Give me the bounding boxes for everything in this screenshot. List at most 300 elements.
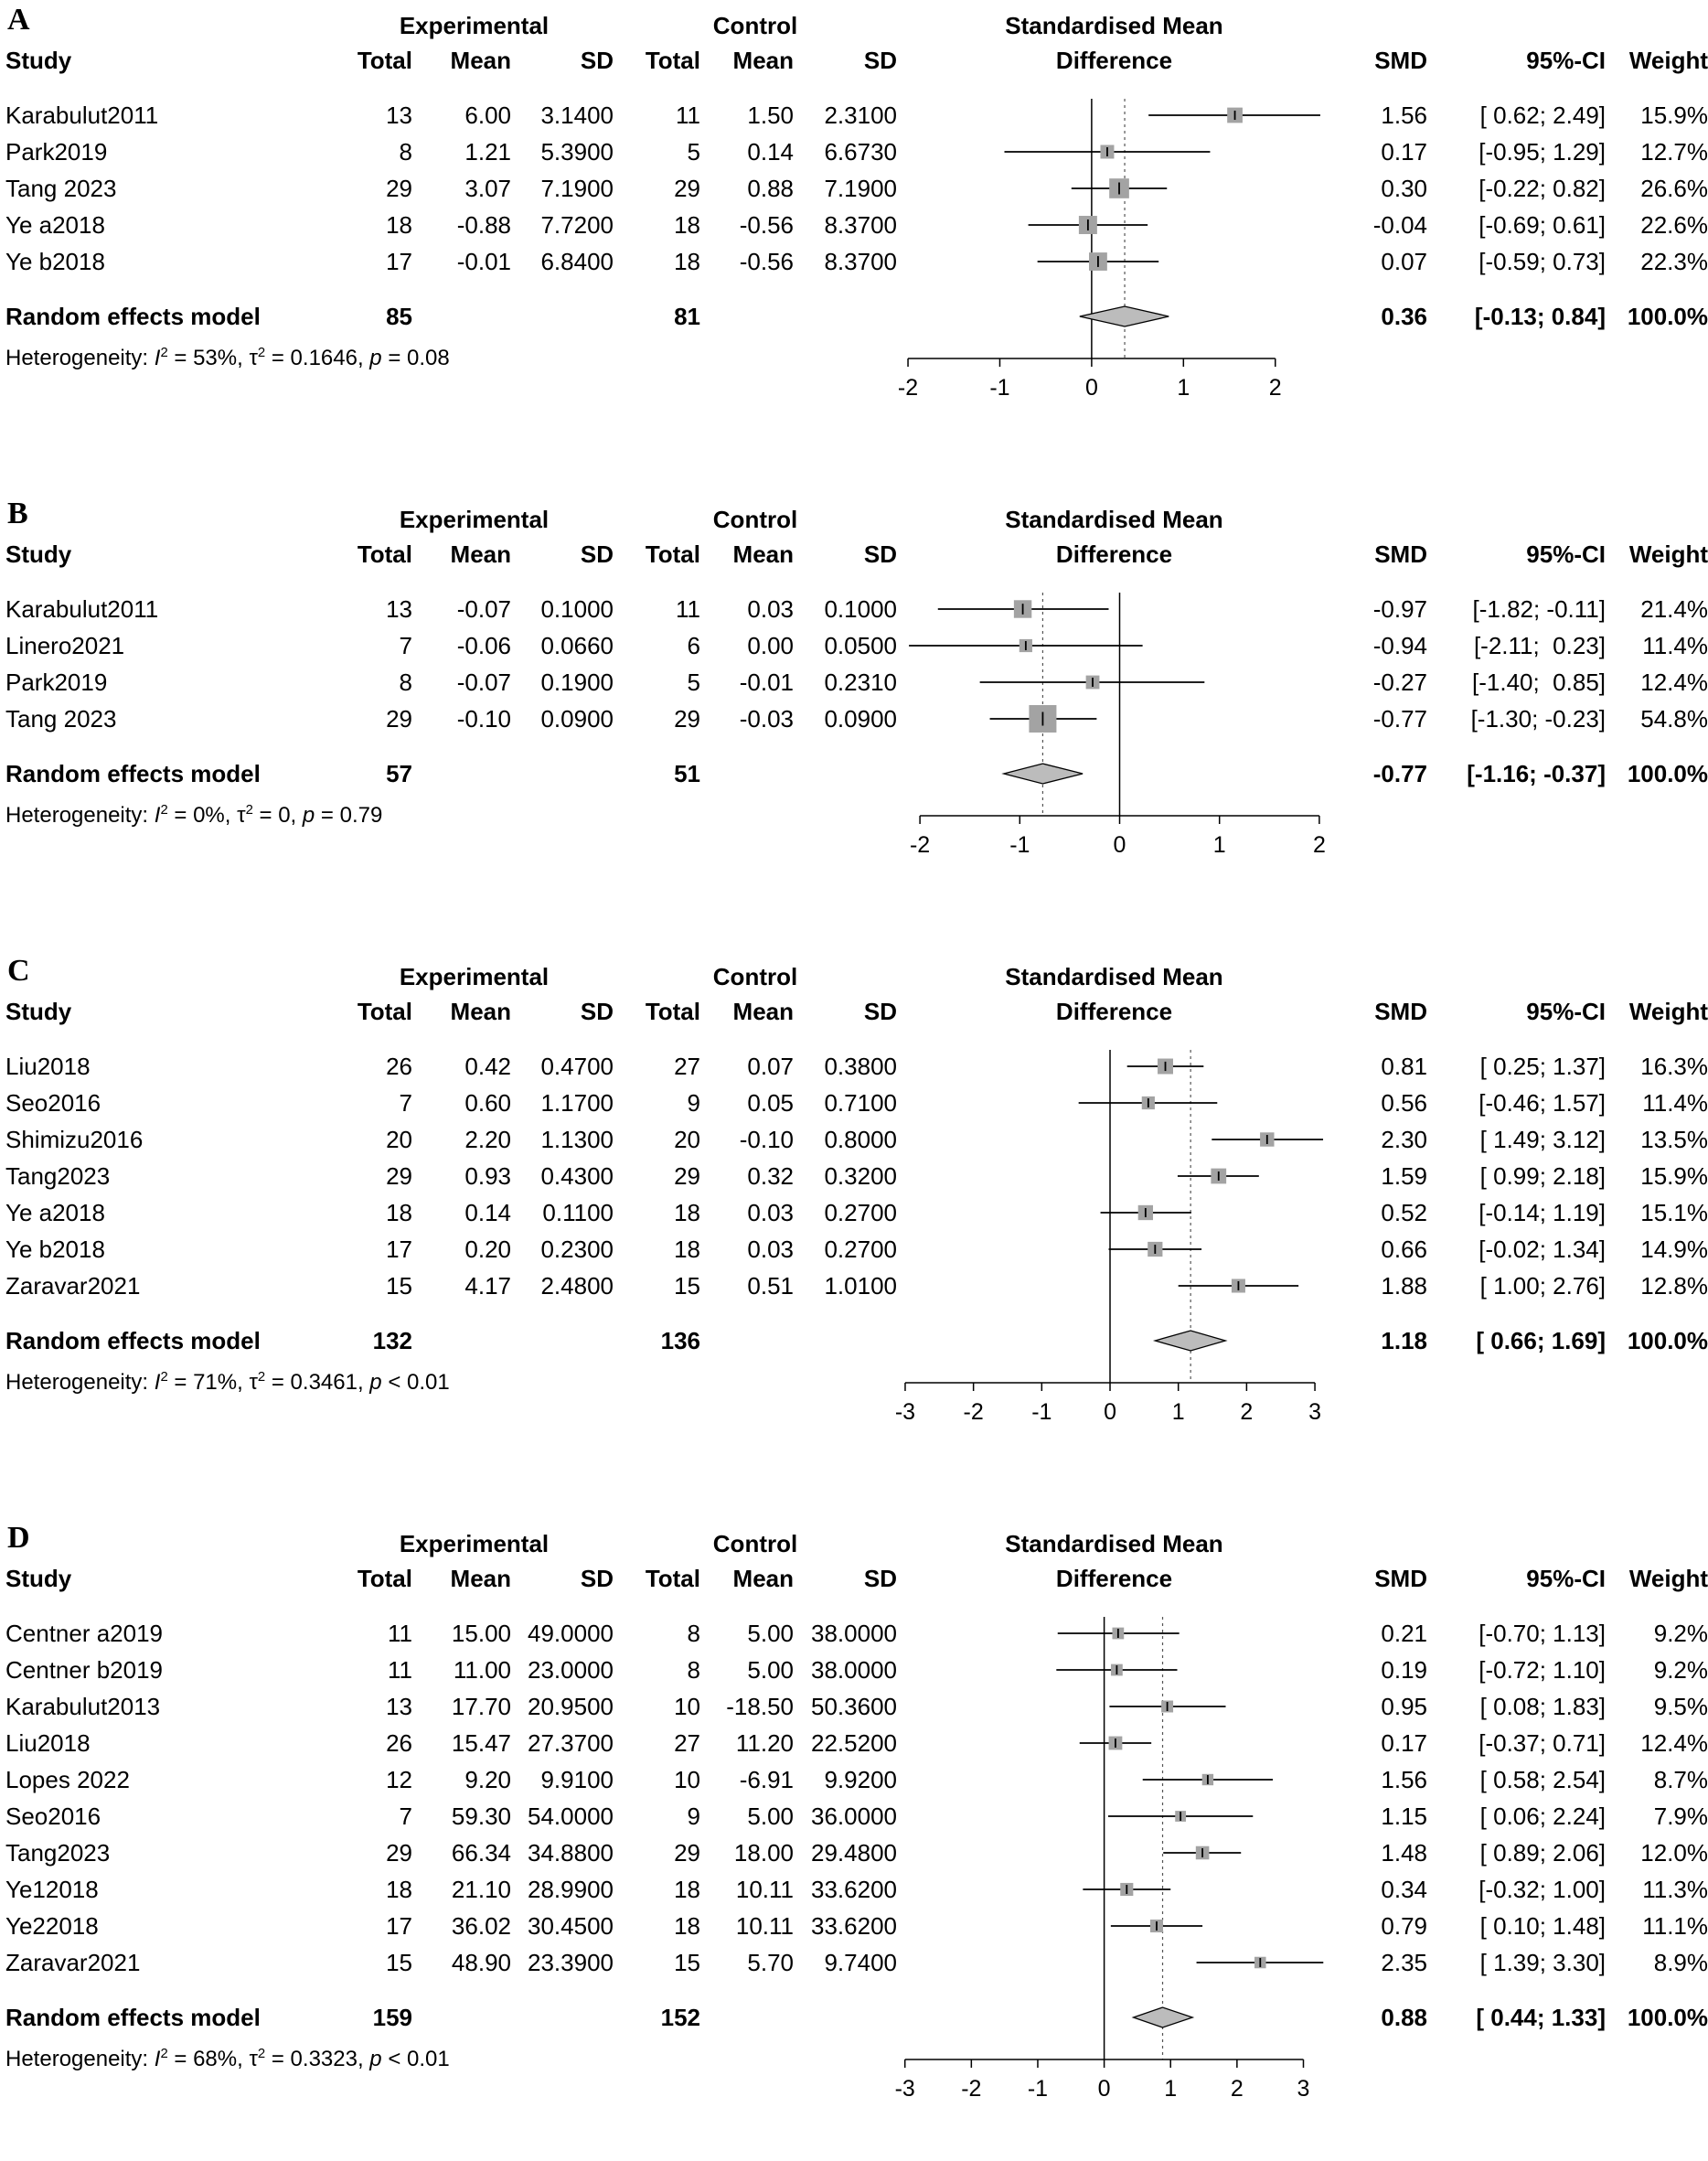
x-axis-tick-label: 0 [1097,2076,1111,2102]
column-header-row [5,536,1708,572]
smd-value: 0.21 [1381,1620,1427,1647]
pooled-control-total: 152 [660,2004,700,2031]
pooled-experimental-total: 159 [372,2004,412,2031]
experimental-mean: -0.10 [456,705,511,733]
x-axis-tick-label: 3 [1308,1399,1322,1425]
footer-row [5,1359,1708,1450]
plot-cell [897,1048,1331,1085]
control-mean: -0.01 [739,669,794,696]
smd-value: -0.77 [1372,705,1427,733]
study-row [5,1688,1708,1725]
panel-body [5,960,1708,1450]
column-header-ctrl-mean: Mean [732,1565,794,1592]
control-mean: -0.10 [739,1126,794,1153]
study-row [5,1048,1708,1085]
control-sd: 33.6200 [811,1912,897,1940]
weight-value: 11.1% [1642,1912,1708,1940]
control-total: 29 [674,175,700,202]
experimental-mean: 59.30 [451,1803,511,1830]
study-name: Tang 2023 [5,175,117,202]
x-axis-tick-label: -2 [961,2076,982,2102]
control-mean: -0.56 [739,248,794,275]
het-text: = 0.3461, [265,1370,370,1395]
control-total: 18 [674,1236,700,1263]
control-sd: 0.2310 [824,669,897,696]
weight-value: 12.7% [1640,138,1708,166]
pooled-row [5,1999,1708,2036]
ci-value: [-0.72; 1.10] [1478,1656,1606,1684]
experimental-sd: 0.1100 [542,1199,614,1226]
group-header-smd-line1: Standardised Mean [1005,506,1223,533]
pooled-control-total: 81 [674,303,700,330]
weight-value: 9.5% [1653,1693,1708,1720]
study-name: Tang2023 [5,1162,111,1190]
experimental-mean: 17.70 [451,1693,511,1720]
study-row [5,1231,1708,1268]
smd-value: 0.95 [1381,1693,1427,1720]
experimental-total: 13 [386,595,412,623]
panel-label: C [7,954,30,988]
control-mean: 0.03 [747,1199,794,1226]
weight-value: 12.0% [1640,1839,1708,1867]
study-row [5,1761,1708,1798]
control-sd: 9.7400 [824,1949,897,1976]
control-mean: 0.14 [747,138,794,166]
experimental-mean: 1.21 [464,138,511,166]
group-header-experimental: Experimental [399,1530,550,1557]
ci-value: [ 1.49; 3.12] [1479,1126,1606,1153]
study-name: Tang2023 [5,1839,111,1867]
control-mean: -18.50 [726,1693,794,1720]
plot-cell [897,1725,1331,1761]
pooled-smd-value: 0.88 [1381,2004,1427,2031]
weight-value: 15.9% [1640,102,1708,129]
control-mean: 10.11 [735,1876,794,1903]
experimental-total: 26 [386,1729,412,1757]
weight-value: 7.9% [1653,1803,1708,1830]
control-total: 10 [674,1766,700,1793]
plot-cell [897,97,1331,134]
weight-value: 12.8% [1640,1272,1708,1300]
experimental-sd: 0.2300 [540,1236,614,1263]
column-header-smd: SMD [1374,540,1427,568]
x-axis-tick-label: 2 [1230,2076,1244,2102]
het-italic-symbol: I [154,2047,161,2071]
forest-panel-a [5,3,1708,426]
empty-cell [700,755,794,792]
control-mean: 0.03 [747,595,794,623]
pooled-weight-value: 100.0% [1627,760,1708,787]
study-name: Zaravar2021 [5,1949,141,1976]
het-superscript: 2 [257,2047,266,2061]
ci-value: [-0.59; 0.73] [1478,248,1606,275]
control-sd: 8.3700 [824,211,897,239]
smd-value: 0.17 [1381,138,1427,166]
control-sd: 22.5200 [811,1729,897,1757]
study-row [5,1194,1708,1231]
column-header-exp-sd: SD [580,540,614,568]
study-name: Zaravar2021 [5,1272,141,1300]
study-name: Shimizu2016 [5,1126,144,1153]
control-mean: 10.11 [735,1912,794,1940]
study-name: Ye b2018 [5,1236,105,1263]
heterogeneity-note [5,335,897,373]
experimental-mean: -0.07 [456,669,511,696]
plot-cell [897,298,1331,335]
x-axis-tick-label: 0 [1084,375,1098,401]
weight-value: 22.3% [1640,248,1708,275]
group-header-smd-line1: Standardised Mean [1005,963,1223,990]
experimental-mean: 0.60 [464,1089,511,1117]
study-row [5,1908,1708,1944]
experimental-total: 26 [386,1053,412,1080]
experimental-sd: 27.3700 [528,1729,614,1757]
column-header-smd: SMD [1374,998,1427,1025]
column-header-exp-sd: SD [580,998,614,1025]
weight-value: 15.9% [1640,1162,1708,1190]
control-mean: 0.03 [747,1236,794,1263]
x-axis-tick-label: -2 [897,375,919,401]
spacer [5,1981,1708,1999]
empty-cell [794,755,897,792]
panel-body [5,503,1708,883]
experimental-sd: 30.4500 [528,1912,614,1940]
x-axis-tick-label: -2 [963,1399,984,1425]
plot-cell [897,591,1331,627]
experimental-mean: 0.14 [464,1199,511,1226]
experimental-sd: 3.1400 [540,102,614,129]
empty-cell [412,298,511,335]
study-name: Ye a2018 [5,211,105,239]
smd-value: -0.97 [1372,595,1427,623]
experimental-mean: 0.42 [464,1053,511,1080]
control-sd: 6.6730 [824,138,897,166]
experimental-mean: 0.20 [464,1236,511,1263]
forest-panel-c [5,954,1708,1450]
smd-value: 0.34 [1381,1876,1427,1903]
pooled-ci-value: [-0.13; 0.84] [1474,303,1606,330]
het-text: = 0.79 [315,803,383,828]
experimental-mean: -0.01 [456,248,511,275]
plot-cell [897,755,1331,792]
weight-value: 11.3% [1642,1876,1708,1903]
experimental-mean: 9.20 [464,1766,511,1793]
study-row [5,170,1708,207]
empty-cell [700,1322,794,1359]
study-row [5,207,1708,243]
control-sd: 0.2700 [824,1236,897,1263]
smd-value: 1.48 [1381,1839,1427,1867]
experimental-total: 17 [386,1912,412,1940]
control-sd: 0.0500 [824,632,897,659]
control-total: 29 [674,1162,700,1190]
plot-cell [897,1835,1331,1871]
weight-value: 54.8% [1640,705,1708,733]
plot-cell [897,664,1331,701]
experimental-total: 13 [386,102,412,129]
het-italic-symbol: p [369,2047,382,2071]
experimental-sd: 23.0000 [528,1656,614,1684]
group-header-experimental: Experimental [399,963,550,990]
study-name: Karabulut2011 [5,102,159,129]
experimental-sd: 0.1900 [540,669,614,696]
column-header-exp-total: Total [357,47,412,74]
experimental-total: 11 [388,1656,412,1684]
experimental-sd: 7.7200 [540,211,614,239]
empty-cell [511,298,614,335]
experimental-sd: 28.9900 [528,1876,614,1903]
plot-cell [897,1231,1331,1268]
panel-body [5,1527,1708,2127]
plot-cell [897,243,1331,280]
panel-label: B [7,497,28,530]
empty-cell [794,1322,897,1359]
control-mean: 0.07 [747,1053,794,1080]
plot-cell [897,1121,1331,1158]
column-header-ctrl-sd: SD [863,540,897,568]
control-sd: 0.0900 [824,705,897,733]
experimental-mean: 48.90 [451,1949,511,1976]
ci-value: [-0.02; 1.34] [1478,1236,1606,1263]
study-name: Ye12018 [5,1876,99,1903]
het-text: = 0, [252,803,303,828]
smd-value: 1.15 [1381,1803,1427,1830]
study-row [5,1085,1708,1121]
experimental-total: 18 [386,1876,412,1903]
spacer [5,737,1708,755]
column-header-ctrl-sd: SD [863,1565,897,1592]
experimental-sd: 49.0000 [528,1620,614,1647]
experimental-total: 7 [399,1089,412,1117]
ci-value: [-0.70; 1.13] [1478,1620,1606,1647]
column-header-ctrl-total: Total [645,47,700,74]
ci-value: [-0.14; 1.19] [1478,1199,1606,1226]
het-text: = 68%, τ [167,2047,258,2071]
het-italic-symbol: p [302,803,315,828]
het-text: = 0.1646, [265,346,370,370]
control-sd: 9.9200 [824,1766,897,1793]
control-mean: -0.56 [739,211,794,239]
spacer [5,1597,1708,1615]
spacer [5,1030,1708,1048]
experimental-mean: -0.07 [456,595,511,623]
weight-value: 13.5% [1640,1126,1708,1153]
study-row [5,591,1708,627]
ci-value: [ 0.08; 1.83] [1479,1693,1606,1720]
x-axis-tick-label: 1 [1212,832,1226,858]
control-total: 5 [687,669,700,696]
study-row [5,627,1708,664]
column-header-ctrl-mean: Mean [732,47,794,74]
study-row [5,1944,1708,1981]
control-total: 18 [674,1912,700,1940]
column-header-study: Study [5,1565,72,1592]
plot-cell [897,1652,1331,1688]
column-header-ctrl-sd: SD [863,47,897,74]
study-name: Ye b2018 [5,248,105,275]
study-row [5,664,1708,701]
weight-value: 12.4% [1640,1729,1708,1757]
ci-value: [ 0.06; 2.24] [1479,1803,1606,1830]
experimental-total: 29 [386,175,412,202]
study-row [5,701,1708,737]
control-mean: 0.32 [747,1162,794,1190]
empty-cell [700,298,794,335]
column-header-exp-total: Total [357,998,412,1025]
x-axis-tick-label: -3 [894,1399,916,1425]
column-header-smd: SMD [1374,47,1427,74]
column-header-study: Study [5,540,72,568]
plot-cell [897,207,1331,243]
x-axis-tick-label: 1 [1171,1399,1185,1425]
plot-cell [897,1158,1331,1194]
control-total: 18 [674,211,700,239]
control-sd: 36.0000 [811,1803,897,1830]
study-name: Liu2018 [5,1729,91,1757]
experimental-sd: 9.9100 [540,1766,614,1793]
experimental-sd: 54.0000 [528,1803,614,1830]
het-text: = 71%, τ [167,1370,258,1395]
empty-cell [511,755,614,792]
weight-value: 8.9% [1653,1949,1708,1976]
experimental-sd: 1.1700 [540,1089,614,1117]
het-text: < 0.01 [381,1370,450,1395]
spacer-cell [5,960,335,993]
het-superscript: 2 [160,346,168,360]
column-header-ci: 95%-CI [1526,47,1606,74]
smd-value: 0.79 [1381,1912,1427,1940]
footer-row [5,335,1708,426]
plot-cell [897,1688,1331,1725]
study-name: Seo2016 [5,1089,101,1117]
smd-value: 1.88 [1381,1272,1427,1300]
experimental-sd: 0.4700 [540,1053,614,1080]
spacer-cell [5,1527,335,1560]
empty-cell [700,1999,794,2036]
het-text: Heterogeneity: [5,346,155,370]
study-name: Park2019 [5,669,108,696]
control-total: 10 [674,1693,700,1720]
experimental-total: 18 [386,1199,412,1226]
experimental-mean: 21.10 [451,1876,511,1903]
experimental-sd: 5.3900 [540,138,614,166]
control-total: 18 [674,248,700,275]
group-header-control: Control [712,1530,798,1557]
plot-cell [897,701,1331,737]
control-sd: 2.3100 [824,102,897,129]
het-superscript: 2 [160,803,168,818]
pooled-label: Random effects model [5,303,261,330]
x-axis-tick-label: -1 [1031,1399,1052,1425]
het-text: < 0.01 [381,2047,450,2071]
control-total: 15 [674,1272,700,1300]
empty-cell [794,298,897,335]
study-row [5,1121,1708,1158]
ci-value: [-0.46; 1.57] [1478,1089,1606,1117]
control-total: 9 [687,1089,700,1117]
empty-cell [412,755,511,792]
control-total: 11 [676,102,700,129]
forest-panel-d [5,1521,1708,2127]
column-header-exp-total: Total [357,1565,412,1592]
column-header-row [5,993,1708,1030]
control-mean: 18.00 [733,1839,794,1867]
spacer-cell [5,9,335,42]
plot-cell [897,170,1331,207]
empty-cell [511,1999,614,2036]
experimental-total: 29 [386,705,412,733]
column-header-study: Study [5,998,72,1025]
weight-value: 9.2% [1653,1656,1708,1684]
control-total: 29 [674,705,700,733]
control-sd: 7.1900 [824,175,897,202]
pooled-row [5,755,1708,792]
smd-value: -0.27 [1372,669,1427,696]
experimental-mean: -0.06 [456,632,511,659]
spacer [5,280,1708,298]
weight-value: 14.9% [1640,1236,1708,1263]
pooled-label: Random effects model [5,1327,261,1354]
het-italic-symbol: p [369,346,382,370]
control-total: 6 [687,632,700,659]
plot-cell [897,1944,1331,1981]
study-name: Tang 2023 [5,705,117,733]
column-header-ctrl-total: Total [645,1565,700,1592]
smd-value: -0.04 [1372,211,1427,239]
weight-value: 26.6% [1640,175,1708,202]
control-total: 9 [687,1803,700,1830]
x-axis-tick-label: 2 [1312,832,1326,858]
study-name: Liu2018 [5,1053,91,1080]
control-total: 27 [674,1053,700,1080]
group-header-smd-line2: Difference [1055,540,1173,568]
pooled-ci-value: [ 0.66; 1.69] [1476,1327,1606,1354]
het-italic-symbol: I [154,346,161,370]
experimental-sd: 6.8400 [540,248,614,275]
x-axis-tick-label: 1 [1177,375,1190,401]
pooled-experimental-total: 132 [372,1327,412,1354]
experimental-total: 15 [386,1949,412,1976]
pooled-smd-value: 0.36 [1381,303,1427,330]
empty-cell [794,1999,897,2036]
column-header-row [5,1560,1708,1597]
study-name: Ye a2018 [5,1199,105,1226]
het-italic-symbol: I [154,803,161,828]
het-superscript: 2 [257,346,266,360]
study-name: Linero2021 [5,632,125,659]
group-header-row [5,9,1708,42]
spacer [5,572,1708,591]
smd-value: 0.17 [1381,1729,1427,1757]
control-sd: 8.3700 [824,248,897,275]
control-sd: 0.1000 [824,595,897,623]
group-header-control: Control [712,506,798,533]
het-text: = 0%, τ [167,803,246,828]
x-axis-tick-label: 0 [1113,832,1126,858]
column-header-study: Study [5,47,72,74]
ci-value: [ 0.25; 1.37] [1479,1053,1606,1080]
ci-value: [-2.11; 0.23] [1473,632,1606,659]
plot-cell [897,1615,1331,1652]
experimental-sd: 23.3900 [528,1949,614,1976]
het-text: = 0.08 [381,346,450,370]
column-header-exp-mean: Mean [450,47,511,74]
forest-panel-b [5,497,1708,883]
empty-cell [511,1322,614,1359]
column-header-ci: 95%-CI [1526,540,1606,568]
smd-value: 1.56 [1381,1766,1427,1793]
column-header-exp-mean: Mean [450,998,511,1025]
